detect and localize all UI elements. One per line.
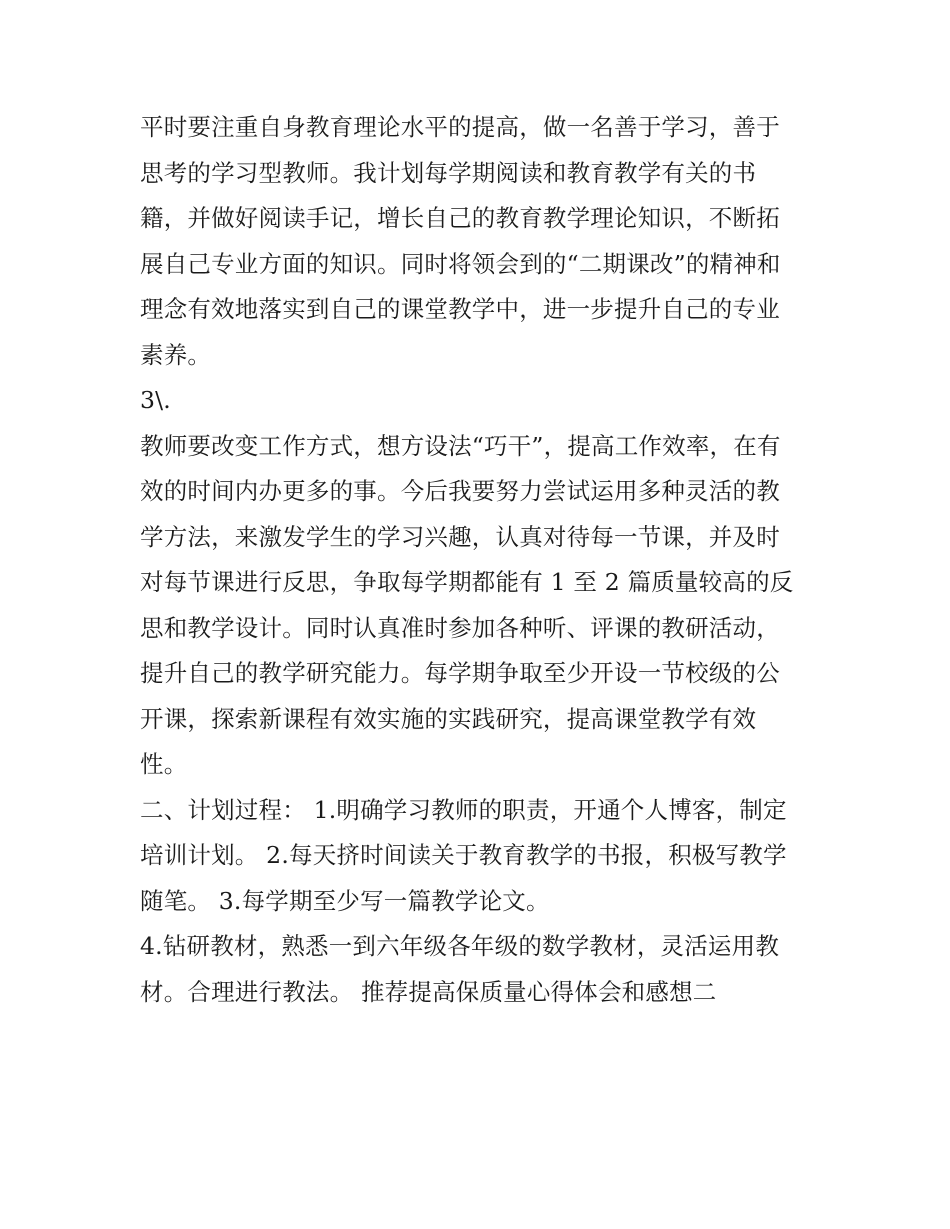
text-line: 展自己专业方面的知识。同时将领会到的“二期课改”的精神和 [140,249,781,278]
body-text [140,105,820,1015]
text-line: 性。 [140,750,188,778]
text-line: 培训计划。 2.每天挤时间读关于教育教学的书报，积极写教学 [140,841,787,869]
text-line: 教师要改变工作方式，想方设法“巧干”，提高工作效率，在有 [140,431,781,460]
text-line: 开课，探索新课程有效实施的实践研究，提高课堂教学有效 [140,704,757,733]
text-line: 思和教学设计。同时认真准时参加各种听、评课的教研活动， [140,613,780,642]
text-line: 平时要注重自身教育理论水平的提高，做一名善于学习，善于 [140,113,780,141]
text-line: 思考的学习型教师。我计划每学期阅读和教育教学有关的书 [140,158,757,187]
text-line: 随笔。 3.每学期至少写一篇教学论文。 [140,886,550,915]
text-line: 学方法，来激发学生的学习兴趣，认真对待每一节课，并及时 [140,522,780,551]
text-line: 提升自己的教学研究能力。每学期争取至少开设一节校级的公 [140,659,780,687]
text-line: 理念有效地落实到自己的课堂教学中，进一步提升自己的专业 [140,295,780,323]
text-line: 籍，并做好阅读手记，增长自己的教育教学理论知识，不断拓 [140,204,780,232]
text-line: 材。合理进行教法。 推荐提高保质量心得体会和感想二 [140,977,717,1006]
section-heading-line: 二、计划过程： 1.明确学习教师的职责，开通个人博客，制定 [140,795,787,824]
text-line: 4.钻研教材，熟悉一到六年级各年级的数学教材，灵活运用教 [140,932,780,960]
text-line: 效的时间内办更多的事。今后我要努力尝试运用多种灵活的教 [140,477,780,505]
text-line: 素养。 [140,340,212,369]
text-line: 对每节课进行反思，争取每学期都能有 1 至 2 篇质量较高的反 [140,568,794,596]
section-number: 3\. [140,386,171,414]
